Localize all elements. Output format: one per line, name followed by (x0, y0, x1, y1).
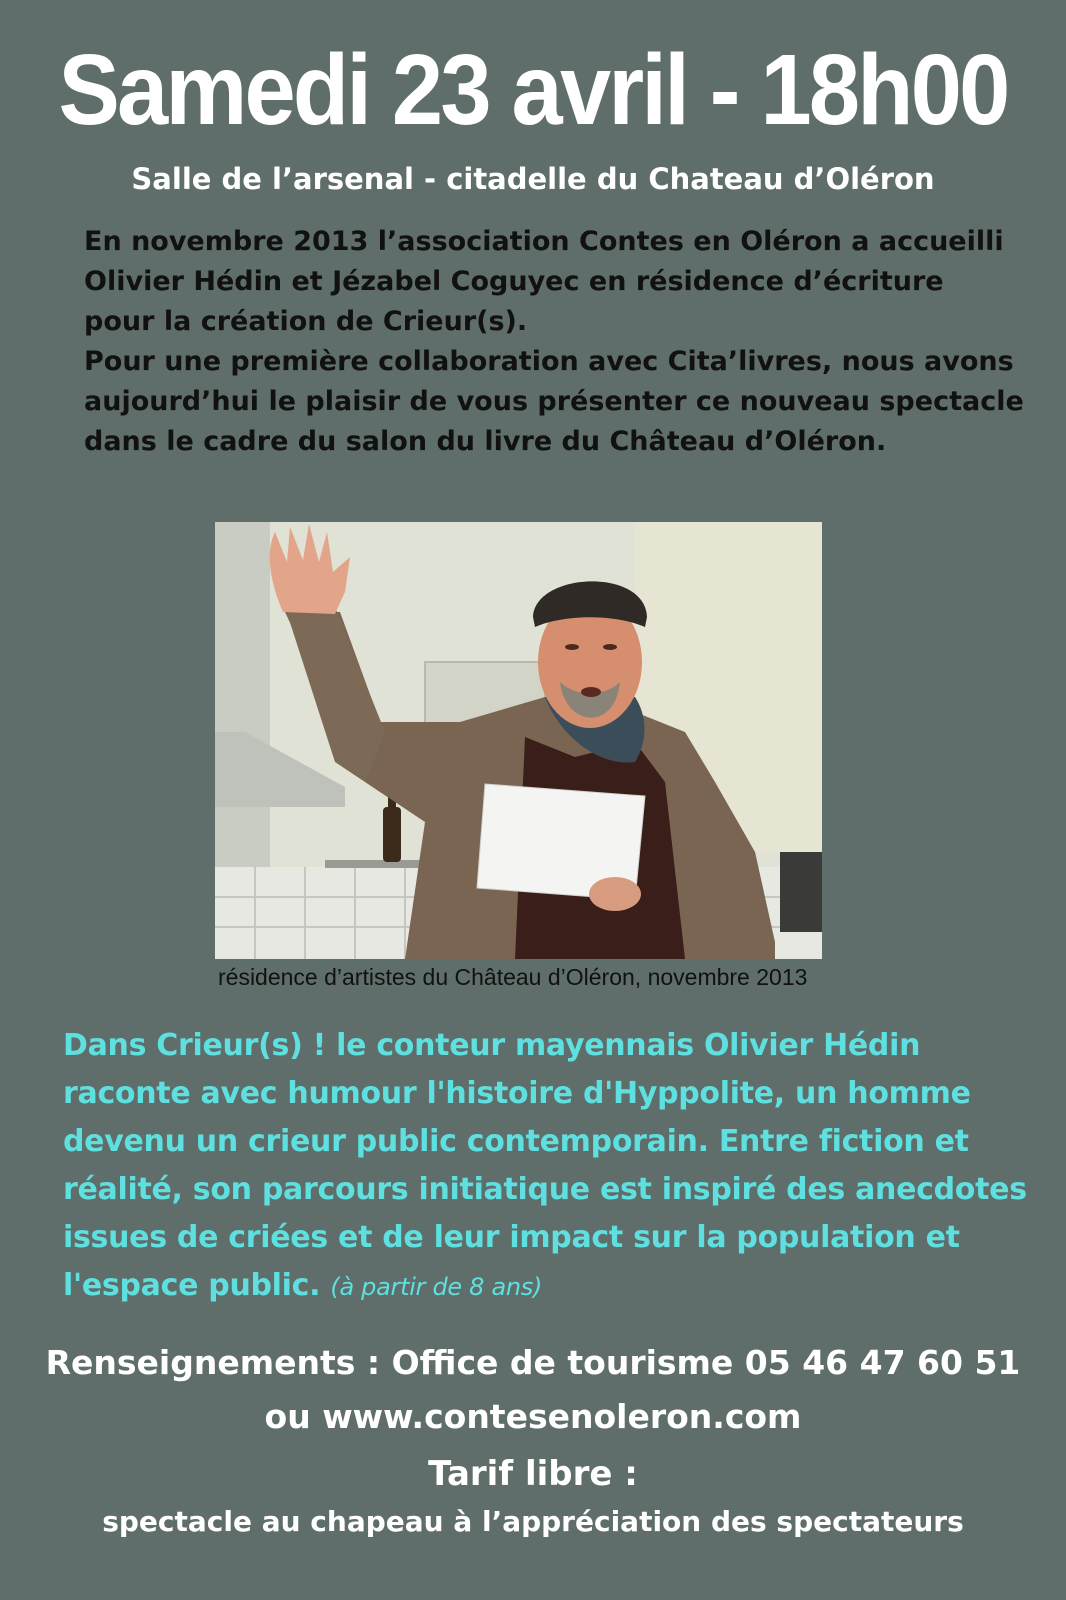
intro-line: pour la création de Crieur(s). (84, 306, 528, 337)
price-note: spectacle au chapeau à l’appréciation des spectateurs (102, 1505, 964, 1538)
age-recommendation: (à partir de 8 ans) (330, 1273, 543, 1301)
event-date-title: Samedi 23 avril - 18h00 (58, 34, 1008, 146)
price-title: Tarif libre : (428, 1454, 638, 1494)
website-link[interactable]: ou www.contesenoleron.com (264, 1397, 802, 1436)
intro-line: En novembre 2013 l’association Contes en Oléron a accueilli (84, 226, 1004, 257)
contact-phone: Renseignements : Office de tourisme 05 46 47 60 51 (45, 1343, 1021, 1382)
practical-info (0, 1336, 1066, 1540)
intro-line: Pour une première collaboration avec Cita’livres, nous avons (84, 346, 1014, 377)
venue-subtitle: Salle de l’arsenal - citadelle du Chateau d’Oléron (131, 162, 935, 196)
photo-caption: résidence d’artistes du Château d’Oléron, novembre 2013 (218, 964, 808, 990)
intro-paragraph (84, 222, 1034, 462)
show-description-text: Dans Crieur(s) ! le conteur mayennais Olivier Hédin raconte avec humour l'histoire d'Hyppolite, un homme devenu un crieur public contemporain. Entre fiction et réalité, son parcours initiatique est inspiré des anecdotes issues de criées et de leur impact sur la population et l'espace public. (63, 1028, 1027, 1303)
intro-line: Olivier Hédin et Jézabel Coguyec en résidence d’écriture (84, 266, 944, 297)
show-description (63, 1022, 1048, 1311)
storyteller-photo (215, 522, 822, 959)
intro-line: dans le cadre du salon du livre du Château d’Oléron. (84, 426, 887, 457)
intro-line: aujourd’hui le plaisir de vous présenter ce nouveau spectacle (84, 386, 1024, 417)
